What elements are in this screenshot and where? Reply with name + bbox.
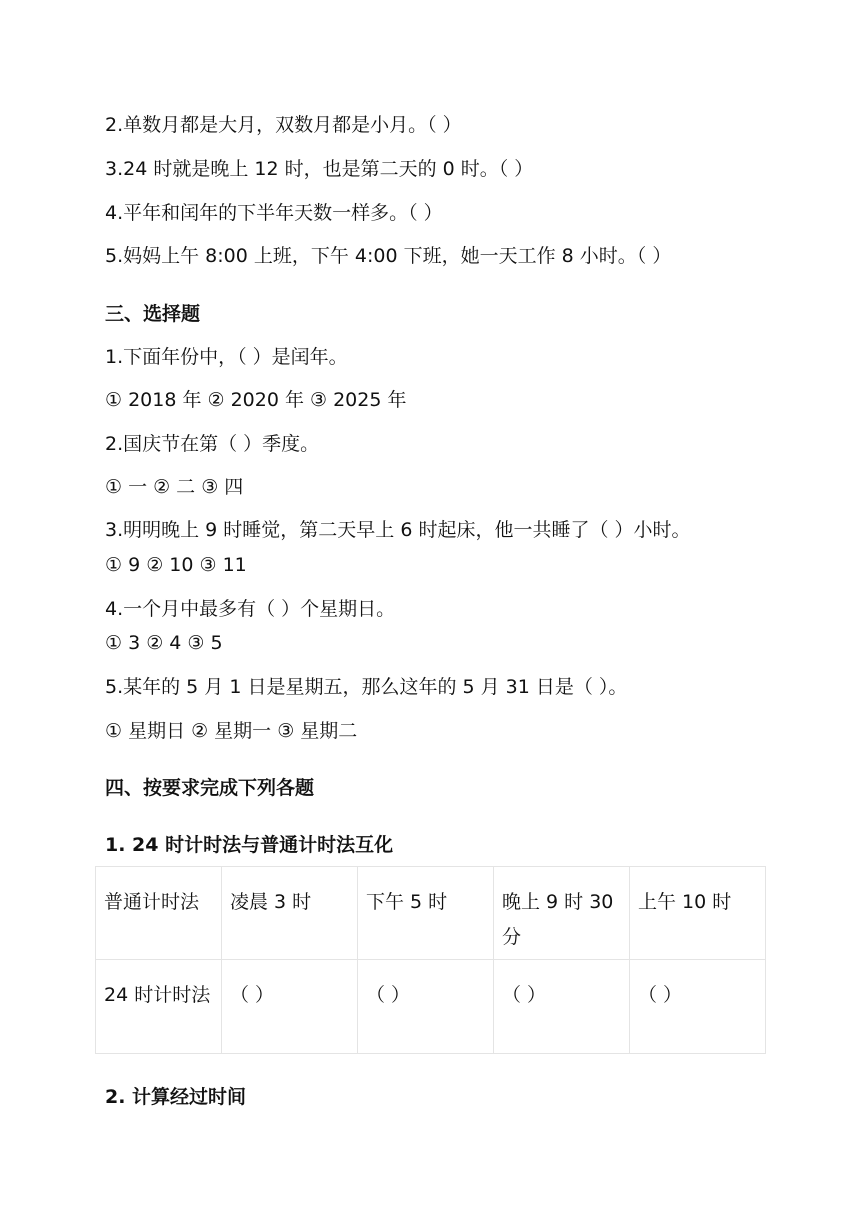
choice-question-1: 1.下面年份中，（ ）是闰年。 — [105, 346, 348, 368]
task-1-title: 1. 24 时计时法与普通计时法互化 — [105, 834, 394, 856]
choice-question-3: 3.明明晚上 9 时睡觉，第二天早上 6 时起床，他一共睡了（ ）小时。 — [105, 519, 691, 541]
choice-question-4: 4.一个月中最多有（ ）个星期日。 — [105, 598, 396, 620]
table-cell: 晚上 9 时 30 分 — [494, 867, 630, 960]
table-cell: 下午 5 时 — [358, 867, 494, 960]
table-cell-header: 普通计时法 — [96, 867, 222, 960]
judgement-item-2: 2.单数月都是大月，双数月都是小月。（ ） — [105, 114, 462, 136]
choice-question-2: 2.国庆节在第（ ）季度。 — [105, 433, 320, 455]
choice-options-4: ① 3 ② 4 ③ 5 — [105, 632, 223, 654]
choice-options-5: ① 星期日 ② 星期一 ③ 星期二 — [105, 720, 358, 742]
table-cell: 上午 10 时 — [630, 867, 766, 960]
section-heading-choice: 三、选择题 — [105, 303, 201, 325]
judgement-item-3: 3.24 时就是晚上 12 时，也是第二天的 0 时。（ ） — [105, 158, 534, 180]
answer-blank[interactable]: （ ） — [358, 960, 494, 1054]
table-cell-header: 24 时计时法 — [96, 960, 222, 1054]
choice-options-3: ① 9 ② 10 ③ 11 — [105, 554, 247, 576]
choice-options-2: ① 一 ② 二 ③ 四 — [105, 476, 244, 498]
choice-options-1: ① 2018 年 ② 2020 年 ③ 2025 年 — [105, 389, 407, 411]
answer-blank[interactable]: （ ） — [630, 960, 766, 1054]
task-2-title: 2. 计算经过时间 — [105, 1086, 247, 1108]
choice-question-5: 5.某年的 5 月 1 日是星期五，那么这年的 5 月 31 日是（ ）。 — [105, 676, 628, 698]
judgement-item-4: 4.平年和闰年的下半年天数一样多。（ ） — [105, 202, 443, 224]
answer-blank[interactable]: （ ） — [494, 960, 630, 1054]
table-row — [96, 867, 766, 960]
time-conversion-table — [95, 866, 766, 1054]
table-row — [96, 960, 766, 1054]
answer-blank[interactable]: （ ） — [222, 960, 358, 1054]
judgement-item-5: 5.妈妈上午 8:00 上班，下午 4:00 下班，她一天工作 8 小时。（ ） — [105, 245, 672, 267]
section-heading-tasks: 四、按要求完成下列各题 — [105, 777, 315, 799]
table-cell: 凌晨 3 时 — [222, 867, 358, 960]
